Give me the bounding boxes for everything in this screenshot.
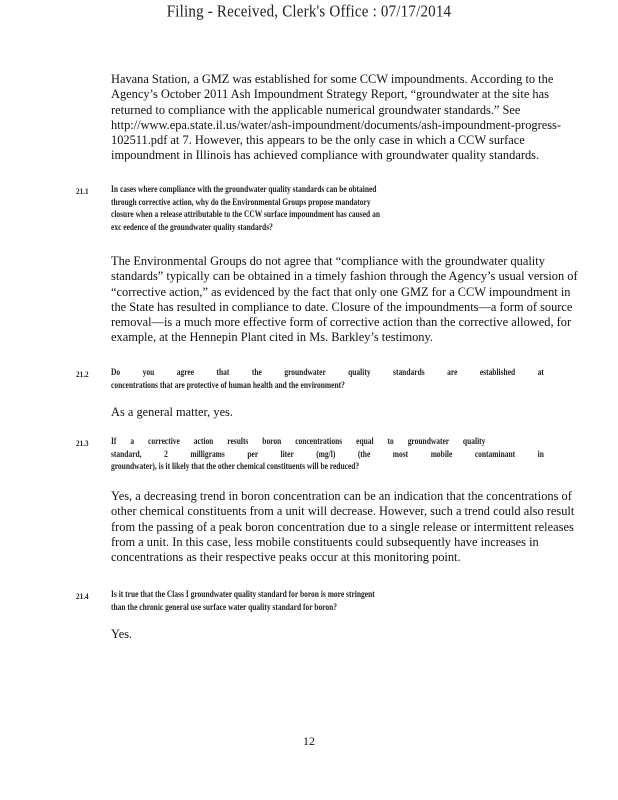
question-line: concentrations that are protective of human health and the environment? [111, 379, 345, 391]
answer-text: The Environmental Groups do not agree that “compliance with the groundwater quality standards” typically can be obtained in a timely fashion through the Agency’s usual version of “corrective action,” as evidenced by the fact that only one GMZ for a CCW impoundment in the State has resulted in compliance to date. Closure of the impoundments—a form of source removal—is a much more effective form of corrective action than the corrective allowed, for example, at the Hennepin Plant cited in Ms. Barkley’s testimony. [111, 254, 578, 345]
question-line: Is it true that the Class I groundwater quality standard for boron is more stringent [111, 589, 375, 600]
question-number: 21.4 [76, 591, 89, 601]
question-line: groundwater), is it likely that the other chemical constituents will be reduced? [111, 461, 360, 472]
filing-header: Filing - Received, Clerk's Office : 07/17/2014 [166, 3, 452, 21]
intro-paragraph: Havana Station, a GMZ was established for some CCW impoundments. According to the Agency’s October 2011 Ash Impoundment Strategy Report, “groundwater at the site has returned to compliance with the applicable numerical groundwater standards.” See http://www.epa.state.il.us/water/ash-impoundment/documents/ash-impoundment-progress-102511.pdf at 7. However, this appears to be the only case in which a CCW surface impoundment in Illinois has achieved compliance with groundwater quality standards. [111, 72, 561, 163]
question-line: exc eedence of the groundwater quality standards? [111, 221, 273, 233]
answer-text: Yes. [111, 627, 133, 641]
question-number: 21.1 [76, 186, 89, 196]
question-text [111, 589, 375, 614]
page-number: 12 [303, 734, 315, 748]
answer-text: Yes, a decreasing trend in boron concentration can be an indication that the concentrations of other chemical constituents from a unit will decrease. However, such a trend could also result from the passing of a peak boron concentration due to a single release or intermittent releases from a unit. In this case, less mobile constituents could subsequently have increases in concentrations as their respective peaks occur at this monitoring point. [111, 489, 575, 565]
question-line: In cases where compliance with the groundwater quality standards can be obtained [111, 184, 377, 195]
question-text [111, 436, 544, 474]
question-line: through corrective action, why do the Environmental Groups propose mandatory [111, 196, 371, 208]
question-number: 21.3 [76, 438, 89, 448]
question-number: 21.2 [76, 369, 89, 379]
question-line: Do you agree that the groundwater quality standards are established at [111, 367, 544, 378]
question-line: If a corrective action results boron concentrations equal to groundwater quality [111, 436, 486, 447]
question-text [111, 367, 544, 392]
answer-text: As a general matter, yes. [111, 405, 233, 419]
question-line: than the chronic general use surface water quality standard for boron? [111, 601, 338, 613]
question-text [111, 184, 380, 234]
question-line: standard, 2 milligrams per liter (mg/l) (the most mobile contaminant in [111, 448, 544, 460]
question-line: closure when a release attributable to the CCW surface impoundment has caused an [111, 209, 380, 220]
